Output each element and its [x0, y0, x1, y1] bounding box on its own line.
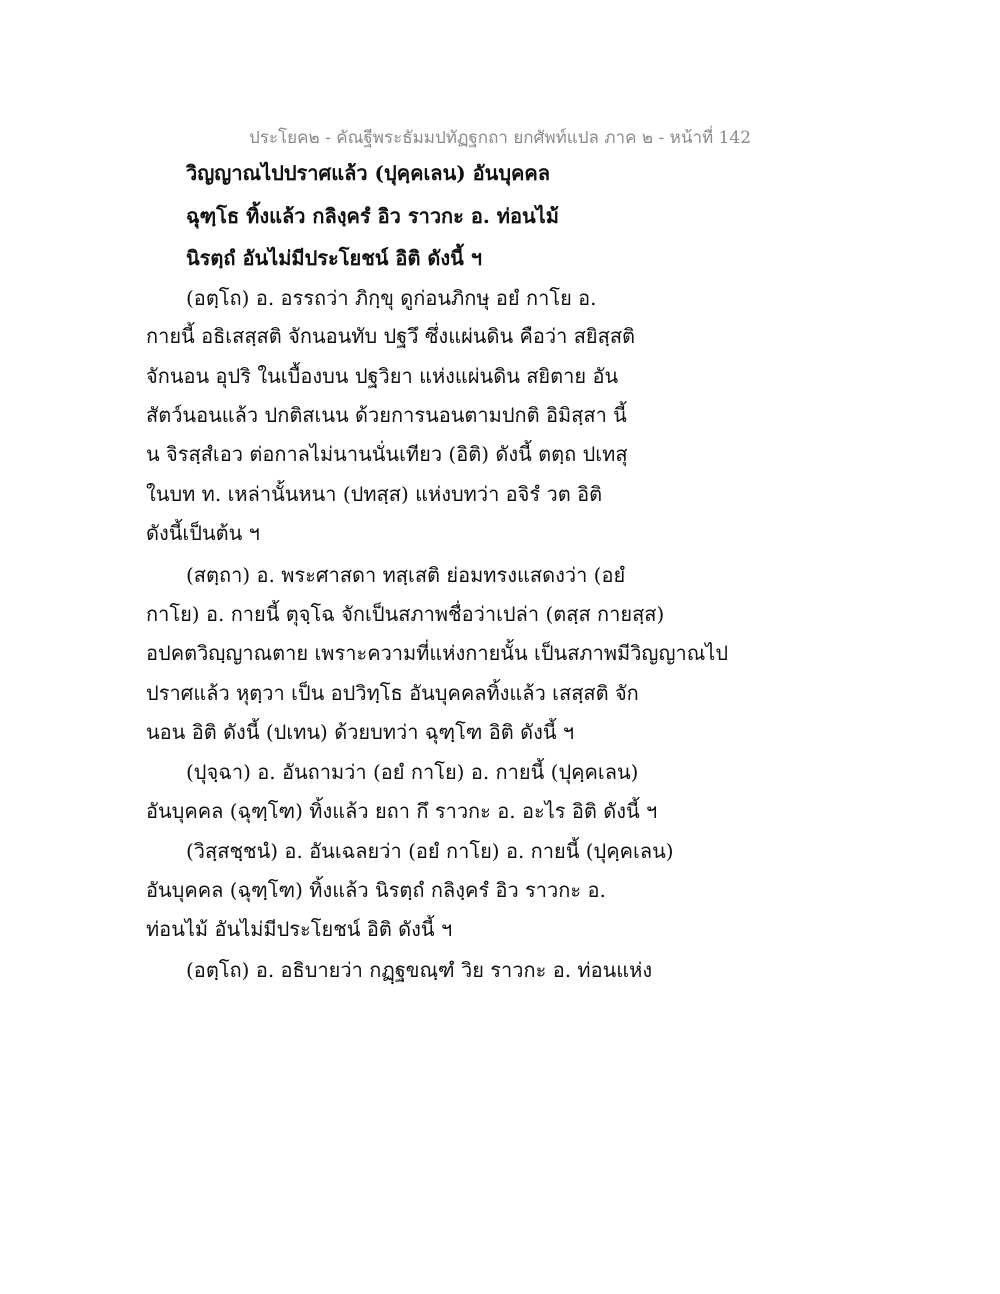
text-line-19: อันบุคคล (ฉุฑฺโฑ) ทิ้งแล้ว นิรตฺถํ กลิงฺครํ อิว ราวกะ อ. — [146, 878, 606, 902]
text-line-20: ท่อนไม้ อันไม่มีประโยชน์ อิติ ดังนี้ ฯ — [146, 917, 453, 941]
text-line-14: ปราศแล้ว หุตฺวา เป็น อปวิทฺโธ อันบุคคลทิ้งแล้ว เสสฺสติ จัก — [146, 681, 639, 705]
text-line-15: นอน อิติ ดังนี้ (ปเทน) ด้วยบทว่า ฉุฑฺโฑ อิติ ดังนี้ ฯ — [146, 720, 575, 744]
text-line-11: (สตฺถา) อ. พระศาสดา ทสฺเสติ ย่อมทรงแสดงว่า (อยํ — [186, 563, 626, 587]
text-line-18: (วิสฺสชฺชนํ) อ. อันเฉลยว่า (อยํ กาโย) อ. กายนี้ (ปุคฺคเลน) — [186, 839, 674, 863]
text-line-5: กายนี้ อธิเสสฺสติ จักนอนทับ ปฐวึ ซึ่งแผ่นดิน คือว่า สยิสฺสติ — [146, 324, 636, 348]
text-line-9: ในบท ท. เหล่านั้นหนา (ปทสฺส) แห่งบทว่า อจิรํ วต อิติ — [146, 482, 603, 506]
text-line-13: อปคตวิญฺญาณตาย เพราะความที่แห่งกายนั้น เป็นสภาพมีวิญญาณไป — [146, 641, 729, 665]
text-line-12: กาโย) อ. กายนี้ ตุจฺโฉ จักเป็นสภาพชื่อว่าเปล่า (ตสฺส กายสฺส) — [146, 602, 665, 626]
text-line-17: อันบุคคล (ฉุฑฺโฑ) ทิ้งแล้ว ยถา กึ ราวกะ อ. อะไร อิติ ดังนี้ ฯ — [146, 799, 658, 823]
text-line-3: นิรตฺถํ อันไม่มีประโยชน์ อิติ ดังนี้ ฯ — [186, 246, 483, 270]
text-line-7: สัตว์นอนแล้ว ปกติสเนน ด้วยการนอนตามปกติ อิมิสฺสา นี้ — [146, 403, 627, 427]
page-header: ประโยค๒ - คัณฐีพระธัมมปทัฏฐกถา ยกศัพท์แปล ภาค ๒ - หน้าที่ 142 — [248, 128, 752, 148]
text-line-6: จักนอน อุปริ ในเบื้องบน ปฐวิยา แห่งแผ่นดิน สยิตาย อัน — [146, 364, 619, 388]
text-line-21: (อตฺโถ) อ. อธิบายว่า กฏฺฐขณฺฑํ วิย ราวกะ อ. ท่อนแห่ง — [186, 958, 653, 982]
text-line-8: น จิรสฺสํเอว ต่อกาลไม่นานนั่นเทียว (อิติ) ดังนี้ ตตฺถ ปเทสุ — [146, 442, 628, 466]
text-line-16: (ปุจฺฉา) อ. อันถามว่า (อยํ กาโย) อ. กายนี้ (ปุคฺคเลน) — [186, 760, 639, 784]
text-line-2: ฉุฑฺโธ ทิ้งแล้ว กลิงฺครํ อิว ราวกะ อ. ท่อนไม้ — [186, 204, 559, 228]
text-line-4: (อตฺโถ) อ. อรรถว่า ภิกฺขุ ดูก่อนภิกษุ อยํ กาโย อ. — [186, 286, 597, 310]
text-line-1: วิญญาณไปปราศแล้ว (ปุคฺคเลน) อันบุคคล — [186, 161, 551, 185]
text-line-10: ดังนี้เป็นต้น ฯ — [146, 521, 260, 545]
